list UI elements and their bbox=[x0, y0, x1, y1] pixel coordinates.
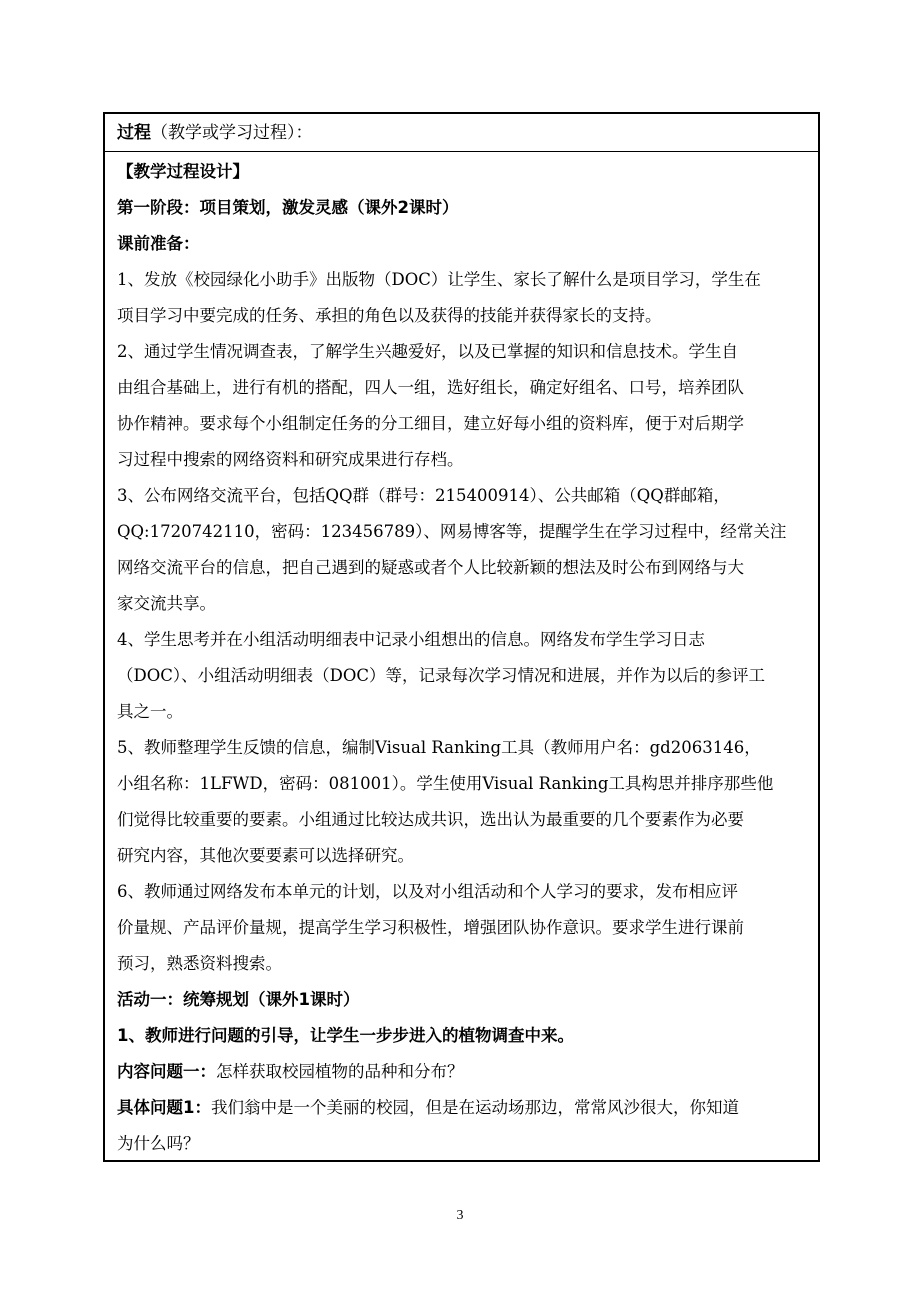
line-text: 5、教师整理学生反馈的信息，编制Visual Ranking工具（教师用户名：gd2063146， bbox=[117, 738, 761, 757]
line-text: 由组合基础上，进行有机的搭配，四人一组，选好组长，确定好组名、口号，培养团队 bbox=[117, 378, 744, 397]
table-content bbox=[105, 152, 818, 1162]
text-line bbox=[117, 586, 810, 622]
line-text: 家交流共享。 bbox=[117, 594, 216, 613]
text-line bbox=[117, 262, 810, 298]
text-line bbox=[117, 982, 810, 1018]
line-text: 网络交流平台的信息，把自己遇到的疑惑或者个人比较新颖的想法及时公布到网络与大 bbox=[117, 558, 744, 577]
header-title-bold: 过程 bbox=[117, 123, 151, 143]
line-text: 研究内容，其他次要要素可以选择研究。 bbox=[117, 846, 414, 865]
text-line bbox=[117, 1090, 810, 1126]
lesson-table bbox=[103, 112, 820, 1162]
line-text: 怎样获取校园植物的品种和分布？ bbox=[216, 1062, 464, 1081]
line-text: 1、发放《校园绿化小助手》出版物（DOC）让学生、家长了解什么是项目学习，学生在 bbox=[117, 270, 761, 289]
text-line bbox=[117, 514, 810, 550]
line-text: 们觉得比较重要的要素。小组通过比较达成共识，选出认为最重要的几个要素作为必要 bbox=[117, 810, 744, 829]
line-text: QQ:1720742110，密码：123456789）、网易博客等，提醒学生在学习过程中，经常关注 bbox=[117, 522, 787, 541]
text-line bbox=[117, 766, 810, 802]
text-line bbox=[117, 838, 810, 874]
text-line bbox=[117, 622, 810, 658]
line-text: 我们翁中是一个美丽的校园，但是在运动场那边，常常风沙很大，你知道 bbox=[210, 1098, 739, 1117]
line-text: 习过程中搜索的网络资料和研究成果进行存档。 bbox=[117, 450, 464, 469]
text-line bbox=[117, 154, 810, 190]
line-text: 【教学过程设计】 bbox=[117, 162, 249, 181]
header-title-rest: （教学或学习过程）： bbox=[151, 123, 313, 143]
text-line bbox=[117, 802, 810, 838]
text-line bbox=[117, 694, 810, 730]
line-lead-label: 内容问题一： bbox=[117, 1062, 216, 1081]
text-line bbox=[117, 550, 810, 586]
text-line bbox=[117, 658, 810, 694]
page-number: 3 bbox=[456, 1208, 464, 1223]
text-line bbox=[117, 226, 810, 262]
table-header-row bbox=[105, 114, 818, 152]
line-text: 课前准备： bbox=[117, 234, 200, 253]
line-text: （DOC）、小组活动明细表（DOC）等，记录每次学习情况和进展，并作为以后的参评工 bbox=[117, 666, 766, 685]
text-line bbox=[117, 370, 810, 406]
line-text: 小组名称：1LFWD，密码：081001）。学生使用Visual Ranking工具构思并排序那些他 bbox=[117, 774, 774, 793]
text-line bbox=[117, 946, 810, 982]
text-line bbox=[117, 1054, 810, 1090]
line-text: 4、学生思考并在小组活动明细表中记录小组想出的信息。网络发布学生学习日志 bbox=[117, 630, 705, 649]
line-text: 预习，熟悉资料搜索。 bbox=[117, 954, 282, 973]
text-line bbox=[117, 190, 810, 226]
line-text: 项目学习中要完成的任务、承担的角色以及获得的技能并获得家长的支持。 bbox=[117, 306, 662, 325]
line-text: 2、通过学生情况调查表，了解学生兴趣爱好，以及已掌握的知识和信息技术。学生自 bbox=[117, 342, 738, 361]
line-text: 6、教师通过网络发布本单元的计划，以及对小组活动和个人学习的要求，发布相应评 bbox=[117, 882, 738, 901]
text-line bbox=[117, 442, 810, 478]
line-text: 第一阶段：项目策划，激发灵感（课外2课时） bbox=[117, 198, 459, 217]
line-text: 为什么吗？ bbox=[117, 1134, 200, 1153]
text-line bbox=[117, 478, 810, 514]
text-line bbox=[117, 1126, 810, 1162]
text-line bbox=[117, 406, 810, 442]
line-lead-label: 具体问题1： bbox=[117, 1098, 211, 1117]
text-line bbox=[117, 1018, 810, 1054]
text-line bbox=[117, 730, 810, 766]
text-line bbox=[117, 298, 810, 334]
line-text: 活动一：统筹规划（课外1课时） bbox=[117, 990, 360, 1009]
line-text: 协作精神。要求每个小组制定任务的分工细目，建立好每小组的资料库，便于对后期学 bbox=[117, 414, 744, 433]
line-text: 1、教师进行问题的引导，让学生一步步进入的植物调查中来。 bbox=[117, 1026, 574, 1045]
text-line bbox=[117, 874, 810, 910]
line-text: 具之一。 bbox=[117, 702, 183, 721]
text-line bbox=[117, 910, 810, 946]
text-line bbox=[117, 334, 810, 370]
line-text: 价量规、产品评价量规，提高学生学习积极性，增强团队协作意识。要求学生进行课前 bbox=[117, 918, 744, 937]
line-text: 3、公布网络交流平台，包括QQ群（群号：215400914）、公共邮箱（QQ群邮箱， bbox=[117, 486, 730, 505]
